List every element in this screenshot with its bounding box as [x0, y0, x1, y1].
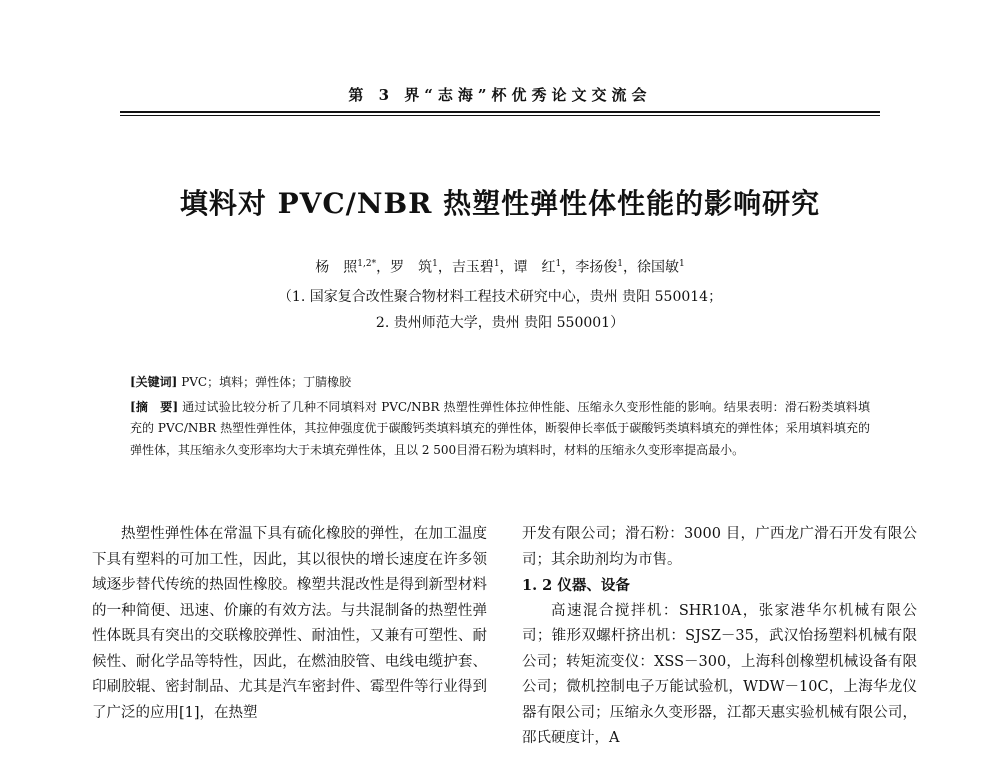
- author-name: 吉玉碧: [451, 259, 494, 276]
- body-column-right: [522, 522, 917, 752]
- affiliation-1: （1. 国家复合改性聚合物材料工程技术研究中心，贵州 贵阳 550014；: [277, 289, 723, 305]
- keywords-text: PVC；填料；弹性体；丁腈橡胶: [181, 375, 352, 389]
- author-affiliation-mark: 1,2*: [357, 259, 377, 269]
- equipment-paragraph: 高速混合搅拌机：SHR10A，张家港华尔机械有限公司；锥形双螺杆挤出机：SJSZ－35，武汉怡扬塑料机械有限公司；转矩流变仪：XSS－300，上海科创橡塑机械设备有限公司；微机控制电子万能试验机，WDW－10C，上海华龙仪器有限公司；压缩永久变形器，江都天惠实验机械有限公司，邵氏硬度计，A: [522, 602, 917, 746]
- keywords-line: [130, 372, 870, 394]
- paper-title: 填料对 PVC/NBR 热塑性弹性体性能的影响研究: [179, 187, 821, 220]
- header-rule-thick: [120, 111, 880, 113]
- header-rule-thin: [120, 115, 880, 116]
- author-affiliation-mark: 1: [679, 259, 685, 269]
- section-heading-equipment: [522, 573, 917, 599]
- author-affiliation-mark: 1: [432, 259, 438, 269]
- author-name: 罗 筑: [390, 259, 433, 276]
- materials-continued-paragraph: 开发有限公司；滑石粉：3000 目，广西龙广滑石开发有限公司；其余助剂均为市售。: [522, 526, 917, 568]
- abstract-label: [摘 要]: [130, 399, 179, 414]
- affiliation-2: 2. 贵州师范大学，贵州 贵阳 550001）: [375, 315, 625, 331]
- section-number: 1. 2: [522, 577, 553, 594]
- author-name: 谭 红: [513, 259, 556, 276]
- abstract-block: [130, 372, 870, 461]
- keywords-label: [关键词]: [130, 375, 178, 389]
- author-name: 李扬俊: [575, 259, 618, 276]
- section-title: 仪器、设备: [557, 577, 630, 594]
- author-name: 徐国敏: [637, 259, 680, 276]
- author-name: 杨 照: [315, 259, 358, 276]
- running-header: 第 3 界“志海”杯优秀论文交流会: [348, 86, 652, 104]
- author-affiliation-mark: 1: [617, 259, 624, 269]
- body-column-left: [92, 522, 487, 726]
- author-affiliation-mark: 1: [555, 259, 562, 269]
- abstract-paragraph: [130, 397, 870, 462]
- intro-paragraph: 热塑性弹性体在常温下具有硫化橡胶的弹性，在加工温度下具有塑料的可加工性，因此，其以很快的增长速度在许多领域逐步替代传统的热固性橡胶。橡塑共混改性是得到新型材料的一种简便、迅速、价廉的有效方法。与共混制备的热塑性弹性体既具有突出的交联橡胶弹性、耐油性，又兼有可塑性、耐候性、耐化学品等特性，因此，在燃油胶管、电线电缆护套、印刷胶辊、密封制品、尤其是汽车密封件、霉型件等行业得到了广泛的应用[1]，在热塑: [92, 526, 487, 721]
- author-affiliation-mark: 1: [493, 259, 500, 269]
- author-list: 杨 照$^{1,2*}$，罗 筑$^1$，吉玉碧$^1$，谭 红$^1$，李扬俊$^1$，徐国敏$^1$: [315, 259, 685, 276]
- abstract-text: 通过试验比较分析了几种不同填料对 PVC/NBR 热塑性弹性体拉伸性能、压缩永久变形性能的影响。结果表明：滑石粉类填料填充的 PVC/NBR 热塑性弹性体，其拉伸强度优于碳酸钙类填料填充的弹性体，断裂伸长率低于碳酸钙类填料填充的弹性体；采用填料填充的弹性体，其压缩永久变形率均大于未填充弹性体，且以 2 500目滑石粉为填料时，材料的压缩永久变形率提高最小。: [130, 399, 870, 457]
